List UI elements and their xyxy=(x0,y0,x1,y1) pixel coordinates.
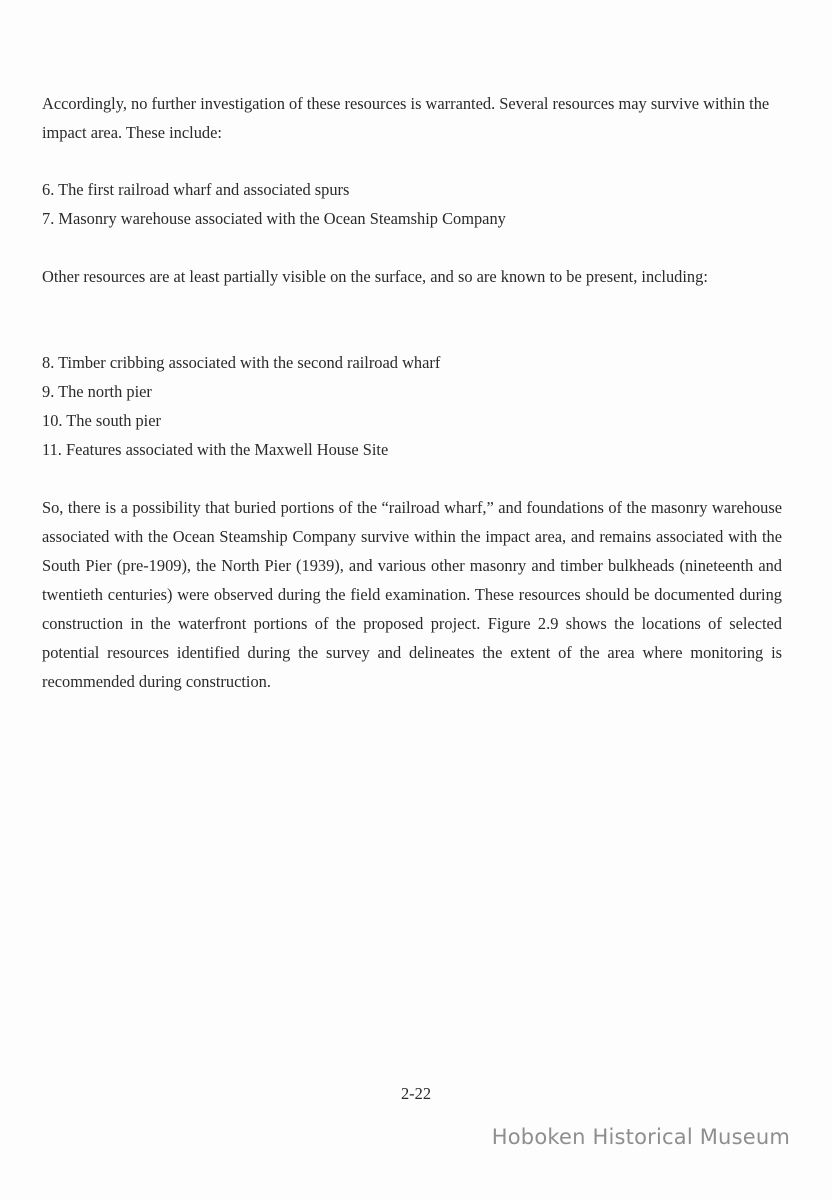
museum-watermark: Hoboken Historical Museum xyxy=(491,1125,790,1149)
resource-list-visible xyxy=(42,348,440,464)
resource-list-buried xyxy=(42,175,506,233)
list-item: 7. Masonry warehouse associated with the Ocean Steamship Company xyxy=(42,209,506,228)
page-number: 2-22 xyxy=(400,1084,432,1103)
list-item: 11. Features associated with the Maxwell House Site xyxy=(42,440,389,459)
list-item: 6. The first railroad wharf and associated spurs xyxy=(42,180,350,199)
list-item: 10. The south pier xyxy=(42,411,161,430)
list-item: 9. The north pier xyxy=(42,382,152,401)
list-item: 8. Timber cribbing associated with the second railroad wharf xyxy=(42,353,441,372)
paragraph-visible-resources: Other resources are at least partially visible on the surface, and so are known to be present, including: xyxy=(42,267,708,286)
paragraph-conclusion: So, there is a possibility that buried portions of the “railroad wharf,” and foundations of the masonry warehouse associated with the Ocean Steamship Company survive within the impact area, and remains associated with the South Pier (pre-1909), the North Pier (1939), and various other masonry and timber bulkheads (nineteenth and twentieth centuries) were observed during the field examination. These resources should be documented during construction in the waterfront portions of the proposed project. Figure 2.9 shows the locations of selected potential resources identified during the survey and delineates the extent of the area where monitoring is recommended during construction. xyxy=(42,498,782,691)
paragraph-intro: Accordingly, no further investigation of these resources is warranted. Several resources may survive within the impact area. These include: xyxy=(42,94,770,142)
